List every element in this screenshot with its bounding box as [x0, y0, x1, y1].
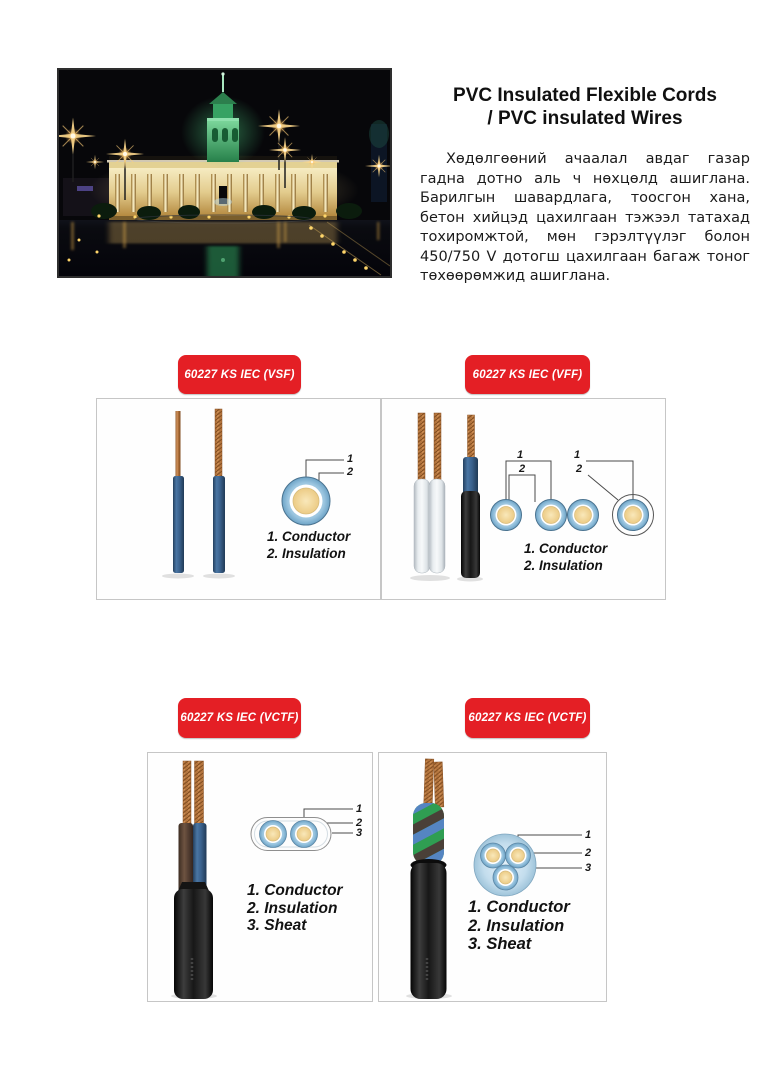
- page-title-line1: PVC Insulated Flexible Cords: [453, 85, 717, 106]
- callout-number: 3: [585, 862, 592, 874]
- legend-item: 2. Insulation: [247, 899, 338, 917]
- callout-number: 2: [585, 847, 592, 859]
- flat-sheathed-cable: [174, 761, 213, 999]
- callout-number: 2: [347, 466, 354, 478]
- legend-item: 1. Conductor: [524, 541, 608, 556]
- solid-wire: [173, 411, 184, 573]
- legend-item: 2. Insulation: [267, 546, 346, 561]
- callout-number: 1: [585, 829, 592, 841]
- legend-vctf-round: [468, 898, 570, 954]
- product-badge-vctf-flat: 60227 KS IEC (VCTF): [178, 698, 301, 738]
- stranded-wire: [213, 409, 225, 573]
- callout-number: 2: [576, 463, 583, 475]
- callout-number: 1: [347, 453, 354, 465]
- cross-section: [282, 460, 344, 525]
- panel-vctf-flat: [147, 752, 373, 1002]
- single-black-cable: [461, 415, 480, 578]
- callout-number: 2: [519, 463, 526, 475]
- page-title-line2: / PVC insulated Wires: [487, 108, 683, 129]
- product-badge-vsf: 60227 KS IEC (VSF): [178, 355, 301, 394]
- cross-section: [251, 809, 353, 851]
- product-badge-vctf-round: 60227 KS IEC (VCTF): [465, 698, 590, 738]
- legend-item: 2. Insulation: [468, 916, 565, 935]
- legend-item: 1. Conductor: [468, 898, 570, 916]
- legend-vff: [524, 540, 607, 574]
- page-title: [420, 84, 750, 130]
- panel-vff: [381, 398, 666, 600]
- legend-item: 1. Conductor: [247, 882, 343, 899]
- legend-vsf: [267, 528, 350, 562]
- callout-number: 1: [574, 449, 581, 461]
- legend-item: 3. Sheat: [468, 935, 532, 953]
- legend-vctf-flat: [247, 882, 343, 935]
- legend-item: 1. Conductor: [267, 529, 351, 544]
- cross-section: [474, 834, 582, 896]
- vctf-round-diagram: [379, 753, 606, 1001]
- callout-number: 1: [356, 803, 363, 815]
- building-night-photo: [57, 68, 392, 278]
- intro-paragraph: Хөдөлгөөний ачаалал авдаг газар гадна дотно аль ч нөхцөлд ашиглана. Барилгын шавардлага, тоосгон хана, бетон хийцэд цахилгаан тэжээл татахад тохиромжтой, мөн гэрэлтүүлэг болон 450/750 V дотогш цахилгаан багаж тоног төхөөрөмжид ашиглана.: [420, 151, 750, 284]
- product-badge-vff: 60227 KS IEC (VFF): [465, 355, 590, 394]
- callout-number: 1: [517, 449, 524, 461]
- legend-item: 3. Sheat: [247, 917, 307, 934]
- callout-number: 3: [356, 827, 363, 839]
- vctf-flat-diagram: [148, 753, 372, 1001]
- panel-vctf-round: [378, 752, 607, 1002]
- callout-number: 2: [356, 817, 363, 829]
- flat-twin-cord: [414, 413, 445, 573]
- legend-item: 2. Insulation: [524, 558, 603, 573]
- night-city-illustration: [59, 70, 390, 276]
- vsf-wire-diagram: [97, 399, 380, 599]
- panel-vsf: [96, 398, 381, 600]
- round-sheathed-cable: [379, 759, 487, 999]
- cross-sections: [491, 461, 654, 536]
